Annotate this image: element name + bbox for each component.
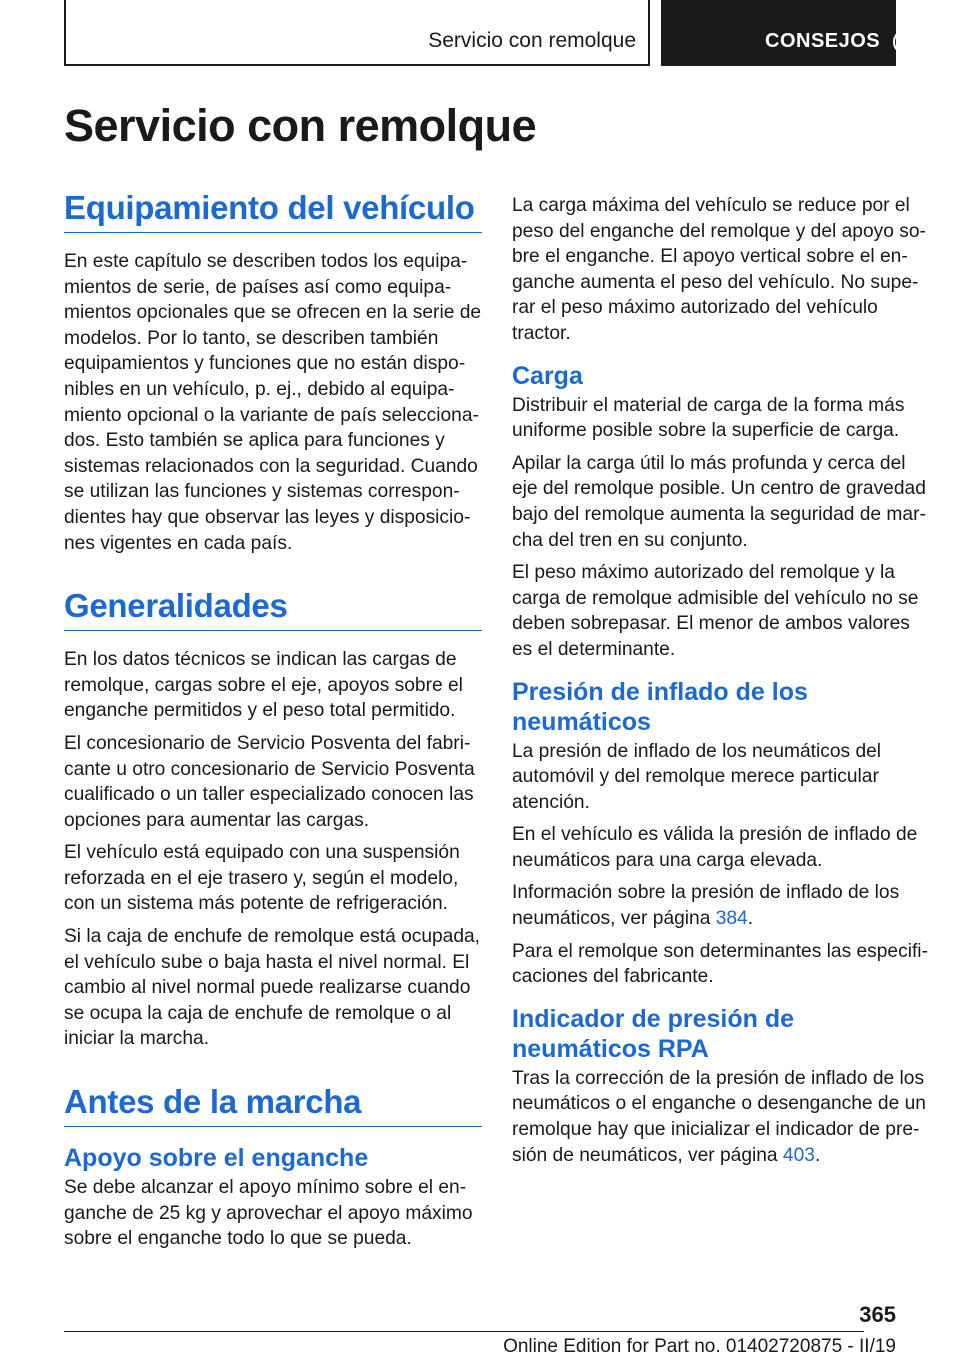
right-column: [512, 193, 930, 1175]
subheading-presion-inflado: Presión de inflado de los neumáticos: [512, 677, 808, 736]
paragraph-with-link: [512, 1066, 930, 1168]
paragraph-end: .: [747, 908, 754, 930]
subheading-apoyo: Apoyo sobre el enganche: [64, 1144, 369, 1173]
chapter-label: CONSEJOS: [765, 30, 881, 52]
heading-equipamiento: Equipamiento del vehículo: [64, 188, 482, 233]
paragraph: El vehículo está equipado con una suspensión reforzada en el eje trasero y, según el modelo, con un sistema más potente de refrigeración.: [64, 842, 460, 915]
paragraph: Se debe alcanzar el apoyo mínimo sobre el enganche de 25 kg y aprovechar el apoyo máximo sobre el enganche todo lo que se pueda.: [64, 1177, 473, 1250]
page-title: Servicio con remolque: [64, 100, 537, 151]
paragraph-text: Información sobre la presión de inflado de los neumáticos, ver página: [512, 882, 900, 930]
page-number: 365: [859, 1302, 896, 1327]
paragraph: El peso máximo autorizado del remolque y la carga de remolque admisible del vehículo no se deben sobrepasar. El menor de ambos valores es el determinante.: [512, 562, 919, 660]
info-icon: i: [893, 29, 919, 55]
paragraph: El concesionario de Servicio Posventa del fabricante u otro concesionario de Servicio Posventa cualificado o un taller especializado conocen las opciones para aumentar las cargas.: [64, 732, 475, 831]
footer-divider: [64, 1331, 864, 1332]
page-header: [64, 0, 910, 66]
section-label: Servicio con remolque: [428, 29, 636, 52]
paragraph: Distribuir el material de carga de la forma más uniforme posible sobre la superficie de carga.: [512, 394, 905, 442]
chapter-tab: [661, 0, 910, 66]
heading-generalidades: Generalidades: [64, 586, 482, 631]
paragraph: Si la caja de enchufe de remolque está ocupada, el vehículo sube o baja hasta el nivel normal. El cambio al nivel normal puede realizarse cuando se ocupa la caja de enchufe de remolque o al iniciar la marcha.: [64, 926, 481, 1050]
subheading-rpa: Indicador de presión de neumáticos RPA: [512, 1004, 794, 1063]
section-tab: [64, 0, 650, 66]
page-link-384[interactable]: 384: [715, 908, 748, 930]
paragraph-end: .: [814, 1144, 821, 1166]
paragraph: La presión de inflado de los neumáticos del automóvil y del remolque merece particular atención.: [512, 740, 882, 813]
paragraph-with-link: [512, 880, 930, 931]
paragraph: En este capítulo se describen todos los equipamientos de serie, de países así como equipamientos opcionales que se ofrecen en la serie de modelos. Por lo tanto, se describen también equipamientos y funciones que no están disponibles en un vehículo, p. ej., debido al equipamiento opcional o la variante de país seleccionados. Esto también se aplica para funciones y sistemas relacionados con la seguridad. Cuando se utilizan las funciones y sistemas correspondientes hay que observar las leyes y disposiciones vigentes en cada país.: [64, 251, 482, 554]
subheading-carga: Carga: [512, 361, 583, 390]
left-column: [64, 188, 482, 1259]
paragraph: En el vehículo es válida la presión de inflado de neumáticos para una carga elevada.: [512, 824, 918, 871]
paragraph: Apilar la carga útil lo más profunda y cerca del eje del remolque posible. Un centro de gravedad bajo del remolque aumenta la seguridad de marcha del tren en su conjunto.: [512, 452, 926, 551]
paragraph: En los datos técnicos se indican las cargas de remolque, cargas sobre el eje, apoyos sobre el enganche permitidos y el peso total permitido.: [64, 649, 463, 722]
heading-antes-marcha: Antes de la marcha: [64, 1082, 482, 1127]
paragraph-text: Tras la corrección de la presión de inflado de los neumáticos o el enganche o desenganche de un remolque hay que inicializar el indicador de presión de neumáticos, ver página: [512, 1067, 926, 1166]
footer-edition: Online Edition for Part no. 01402720875 - II/19: [503, 1336, 896, 1357]
page-link-403[interactable]: 403: [782, 1144, 815, 1166]
paragraph: La carga máxima del vehículo se reduce por el peso del enganche del remolque y del apoyo sobre el enganche. El apoyo vertical sobre el enganche aumenta el peso del vehículo. No superar el peso máximo autorizado del vehículo tractor.: [512, 195, 926, 344]
paragraph: Para el remolque son determinantes las especificaciones del fabricante.: [512, 940, 928, 988]
